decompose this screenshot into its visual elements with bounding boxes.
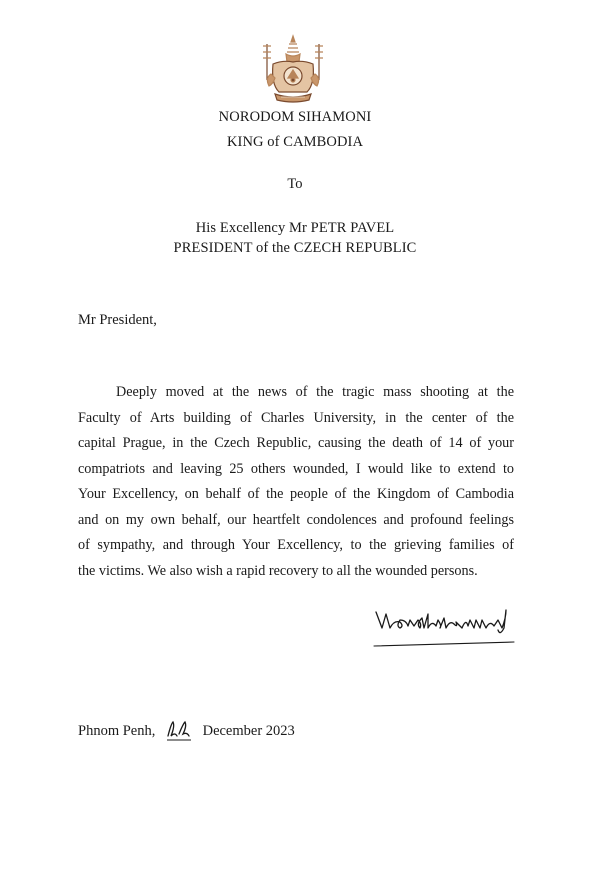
body-line: compatriots and leaving 25 others wounded, I would like to extend to — [78, 460, 514, 477]
letter-body — [78, 380, 514, 584]
to-label: To — [287, 176, 303, 192]
body-line: Faculty of Arts building of Charles University, in the center of the — [78, 409, 514, 426]
body-line: of sympathy, and through Your Excellency, to the grieving families of — [78, 537, 514, 553]
body-line: Deeply moved at the news of the tragic mass shooting at the — [116, 384, 514, 400]
sender-title: KING of CAMBODIA — [226, 134, 364, 150]
place-date — [78, 718, 295, 744]
body-line: Your Excellency, on behalf of the people of the Kingdom of Cambodia — [78, 486, 514, 502]
recipient-title: PRESIDENT of the CZECH REPUBLIC — [173, 240, 417, 256]
place: Phnom Penh, — [78, 722, 156, 739]
body-line: and on my own behalf, our heartfelt condolences and profound feelings — [78, 511, 514, 528]
salutation: Mr President, — [78, 312, 157, 328]
body-line: capital Prague, in the Czech Republic, causing the death of 14 of your — [78, 435, 514, 451]
sender-name: NORODOM SIHAMONI — [218, 109, 372, 125]
handwritten-day — [165, 718, 193, 744]
month-year: December 2023 — [202, 722, 295, 739]
recipient-name: His Excellency Mr PETR PAVEL — [195, 220, 395, 236]
handwritten-signature — [372, 598, 518, 654]
royal-coat-of-arms-icon — [261, 34, 325, 104]
body-line: the victims. We also wish a rapid recovery to all the wounded persons. — [78, 562, 478, 579]
